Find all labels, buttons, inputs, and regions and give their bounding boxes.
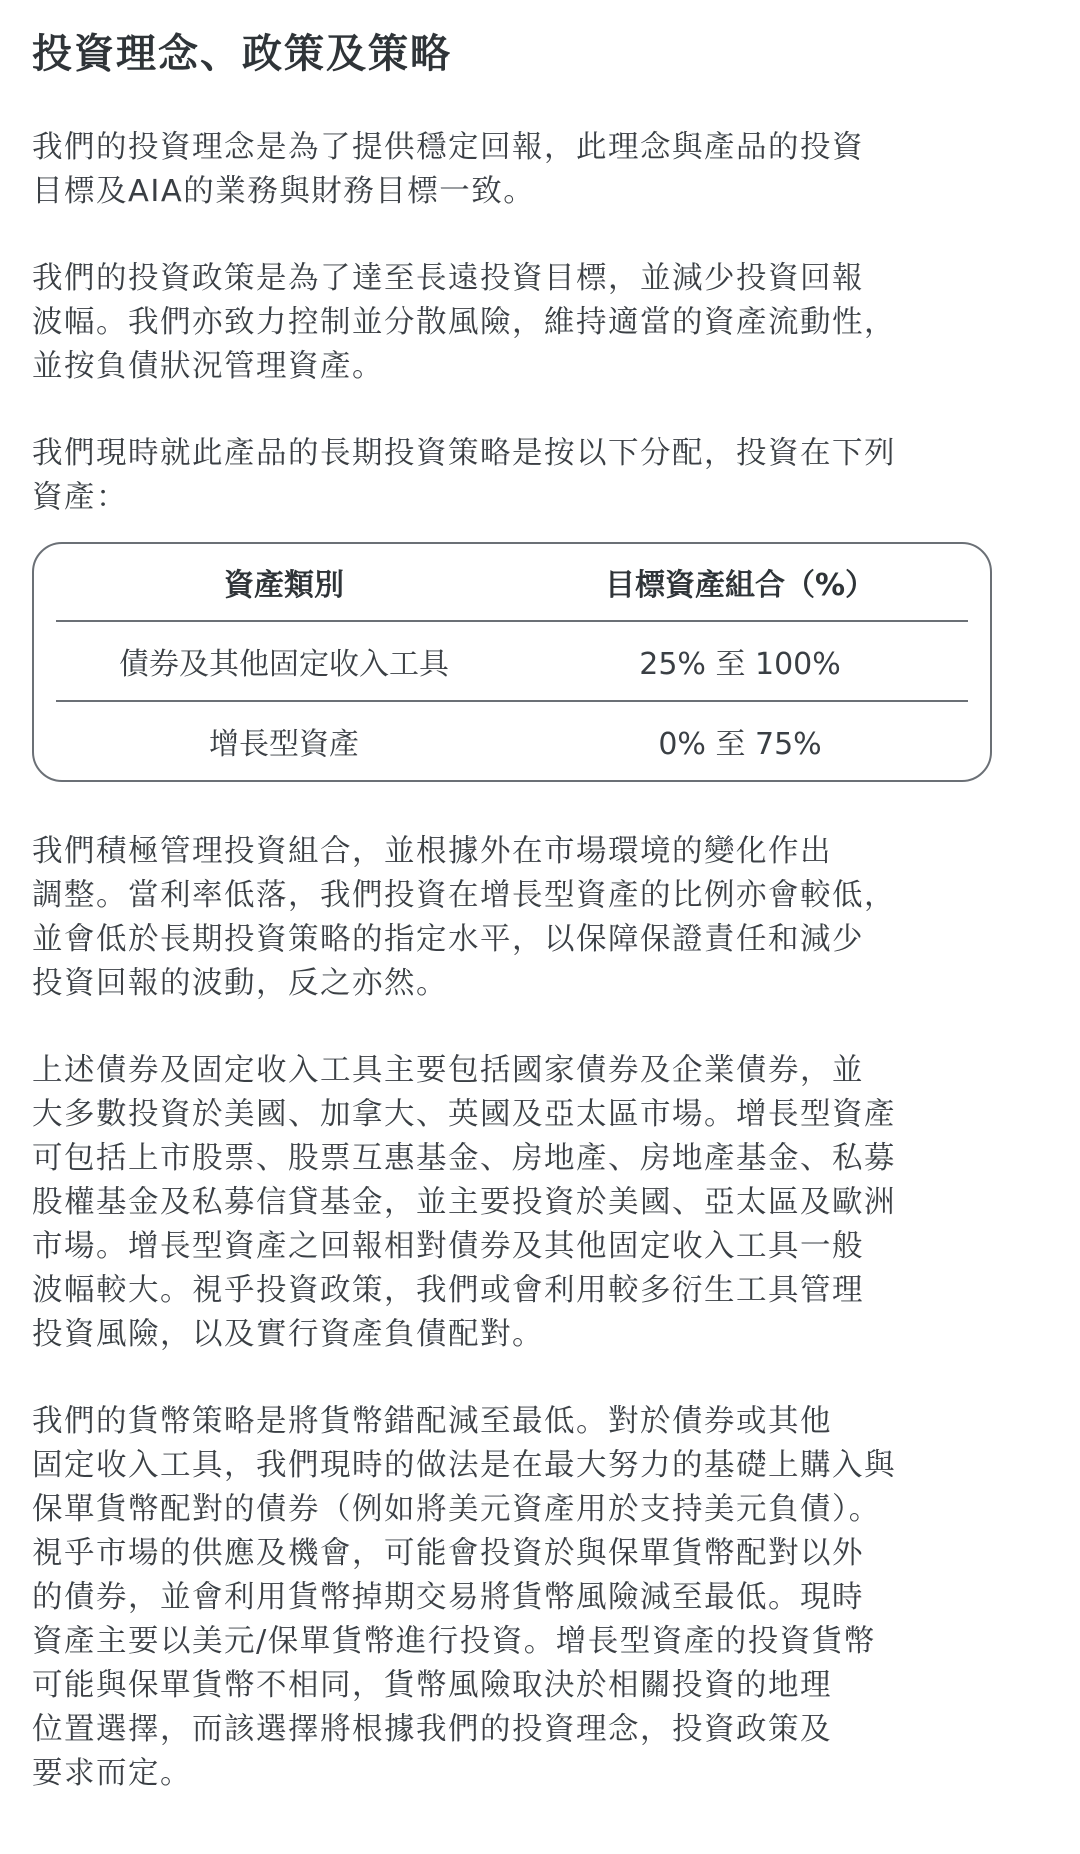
asset-composition-paragraph: 上述債券及固定收入工具主要包括國家債券及企業債券，並 大多數投資於美國、加拿大、英國及亞太區市場。增長型資產 可包括上市股票、股票互惠基金、房地產、房地產基金、私募 股權基金及私募信貸基金，並主要投資於美國、亞太區及歐洲 市場。增長型資產之回報相對債券及其他固定收入工具一般 波幅較大。視乎投資政策，我們或會利用較多衍生工具管理 投資風險，以及實行資產負債配對。 bbox=[32, 1053, 896, 1352]
investment-strategy-intro-paragraph: 我們現時就此產品的長期投資策略是按以下分配，投資在下列 資產： bbox=[32, 436, 896, 515]
header-target-allocation: 目標資產組合（%） bbox=[512, 544, 968, 621]
table-row bbox=[56, 701, 968, 780]
row-2-asset-class: 增長型資產 bbox=[209, 727, 359, 762]
portfolio-management-paragraph: 我們積極管理投資組合，並根據外在市場環境的變化作出 調整。當利率低落，我們投資在增長型資產的比例亦會較低， 並會低於長期投資策略的指定水平，以保障保證責任和減少 投資回報的波動，反之亦然。 bbox=[32, 834, 896, 1001]
row-1-asset-class: 債券及其他固定收入工具 bbox=[56, 621, 512, 701]
asset-allocation-table bbox=[56, 544, 968, 780]
header-asset-class: 資產類別 bbox=[56, 544, 512, 621]
asset-allocation-table-frame bbox=[32, 542, 992, 782]
investment-policy-paragraph: 我們的投資政策是為了達至長遠投資目標，並減少投資回報 波幅。我們亦致力控制並分散風險，維持適當的資產流動性， 並按負債狀況管理資產。 bbox=[32, 261, 896, 384]
investment-philosophy-paragraph: 我們的投資理念是為了提供穩定回報，此理念與產品的投資 目標及AIA的業務與財務目標一致。 bbox=[32, 130, 864, 209]
page-title: 投資理念、政策及策略 bbox=[32, 31, 452, 77]
document-page bbox=[32, 22, 992, 1839]
row-1-target: 25% 至 100% bbox=[512, 621, 968, 701]
currency-strategy-paragraph: 我們的貨幣策略是將貨幣錯配減至最低。對於債券或其他 固定收入工具，我們現時的做法是在最大努力的基礎上購入與 保單貨幣配對的債券（例如將美元資產用於支持美元負債）。 視乎市場的供應及機會，可能會投資於與保單貨幣配對以外 的債券，並會利用貨幣掉期交易將貨幣風險減至最低。現時 資產主要以美元/保單貨幣進行投資。增長型資產的投資貨幣 可能與保單貨幣不相同，貨幣風險取決於相關投資的地理 位置選擇，而該選擇將根據我們的投資理念，投資政策及 要求而定。 bbox=[32, 1404, 896, 1791]
table-row bbox=[56, 621, 968, 701]
table-header-row bbox=[56, 544, 968, 621]
row-2-target: 0% 至 75% bbox=[658, 727, 822, 762]
